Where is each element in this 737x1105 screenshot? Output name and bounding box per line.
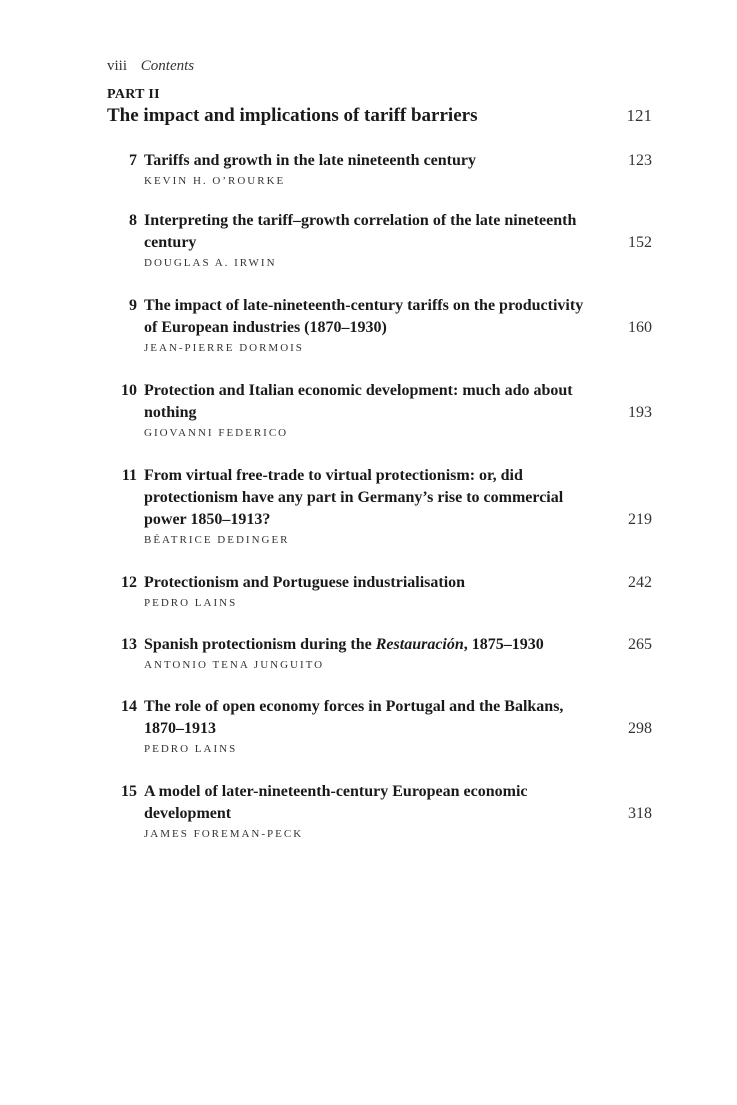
chapter-page-number: 318	[628, 805, 652, 822]
chapter-title: Tariffs and growth in the late nineteenth century	[144, 152, 476, 169]
chapter-author: JEAN-PIERRE DORMOIS	[144, 342, 304, 354]
chapter-page-number: 193	[628, 404, 652, 421]
chapter-page-number: 123	[628, 152, 652, 169]
chapter-author: DOUGLAS A. IRWIN	[144, 257, 277, 269]
chapter-title: The role of open economy forces in Portugal and the Balkans, 1870–1913	[144, 698, 564, 737]
chapter-number: 9	[129, 297, 137, 314]
chapter-author: KEVIN H. O’ROURKE	[144, 175, 286, 187]
chapter-page-number: 265	[628, 636, 652, 653]
part-title: The impact and implications of tariff barriers	[107, 105, 478, 126]
toc-entry-12[interactable]	[107, 572, 652, 611]
part-label: PART II	[107, 87, 160, 102]
chapter-author: GIOVANNI FEDERICO	[144, 427, 289, 439]
toc-entry-14[interactable]	[107, 696, 652, 757]
chapter-number: 15	[121, 783, 137, 800]
chapter-number: 11	[121, 467, 137, 484]
chapter-title: Protection and Italian economic development: much ado about nothing	[144, 382, 573, 421]
toc-entry-13[interactable]	[107, 634, 652, 673]
toc-entry-10[interactable]	[107, 380, 652, 441]
chapter-number: 12	[121, 574, 137, 591]
chapter-page-number: 242	[628, 574, 652, 591]
chapter-title: Interpreting the tariff–growth correlation of the late nineteenth century	[144, 212, 577, 251]
running-head	[107, 58, 194, 75]
part-title-row	[107, 104, 652, 128]
toc-entry-11[interactable]	[107, 465, 652, 548]
chapter-number: 7	[129, 152, 137, 169]
chapter-author: PEDRO LAINS	[144, 597, 238, 609]
toc-entry-8[interactable]	[107, 210, 652, 271]
chapter-title: Spanish protectionism during the Restauración, 1875–1930	[144, 636, 544, 653]
part-page-number: 121	[626, 106, 652, 125]
chapter-page-number: 219	[628, 511, 652, 528]
chapter-title: From virtual free-trade to virtual protectionism: or, did protectionism have any part in Germany’s rise to commercial power 1850–1913?	[144, 467, 564, 528]
chapter-page-number: 160	[628, 319, 652, 336]
chapter-title: A model of later-nineteenth-century European economic development	[144, 783, 528, 822]
chapter-author: JAMES FOREMAN-PECK	[144, 828, 304, 840]
chapter-title: Protectionism and Portuguese industrialisation	[144, 574, 466, 591]
chapter-page-number: 298	[628, 720, 652, 737]
chapter-number: 8	[129, 212, 137, 229]
chapter-title: The impact of late-nineteenth-century tariffs on the productivity of European industries (1870–1930)	[144, 297, 584, 336]
chapter-author: ANTONIO TENA JUNGUITO	[144, 659, 325, 671]
chapter-number: 14	[121, 698, 137, 715]
chapter-number: 10	[121, 382, 137, 399]
running-head-title: Contents	[140, 58, 195, 74]
chapter-page-number: 152	[628, 234, 652, 251]
folio: viii	[107, 58, 128, 74]
toc-entry-7[interactable]	[107, 150, 652, 189]
toc-entry-9[interactable]	[107, 295, 652, 356]
chapter-number: 13	[121, 636, 137, 653]
chapter-author: PEDRO LAINS	[144, 743, 238, 755]
chapter-author: BÉATRICE DEDINGER	[144, 534, 290, 546]
toc-entry-15[interactable]	[107, 781, 652, 842]
